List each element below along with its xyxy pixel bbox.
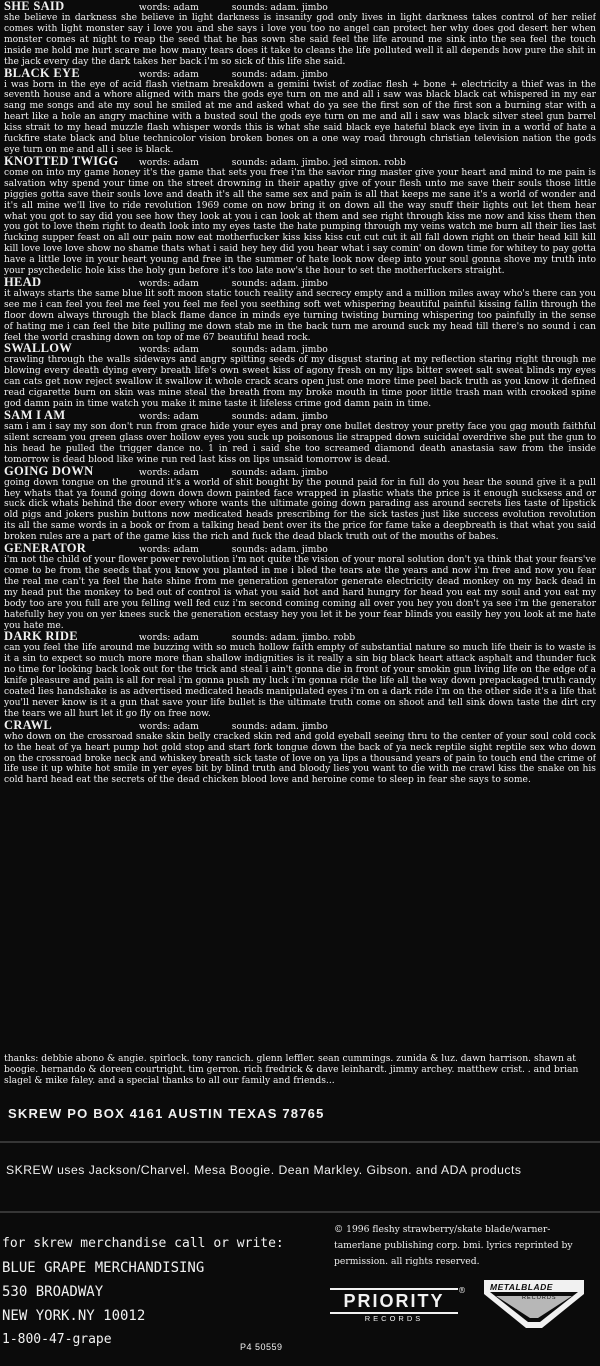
words-credit: words: adam: [138, 277, 199, 289]
song-lyrics: she believe in darkness she believe in light darkness is insanity god only lives in light darkness takes control of her relief comes with light monster say i love you and she says i love you too no angel can protect her why does god desert her when monster comes at night to reap the seed that he has sown she said feel the life around me sink into the sea feel the touch inside me hold me hurt scare me how many tears does it take to cleans the life polluted well it all depends how pure the shit in the jack every day the dark takes her back i'm so sick of this life she said.: [4, 13, 596, 67]
band-address: SKREW PO BOX 4161 AUSTIN TEXAS 78765: [8, 1106, 325, 1121]
registered-mark: ®: [458, 1286, 466, 1295]
song-lyrics: going down tongue on the ground it's a world of shit bought by the pound paid for in full do you hear the sound give it a pull hey whats that ya found going down down down painted face wrapped in plastic whats the price is it enough sucksess and or suck dick whats behind the door every whore wants the ultimate going down parading ass around secrets lies taste of lipstick old pigs and jokers pushin buttons now medicated heads prescribing for the sick tastes just like success evolution revolution its all the same words in a book or from a talking head bent over its the price for fame take a deepbreath is that what you said broken rules are a part of the game kiss the rich and fuck the dead black truth out of the mouths of babes.: [4, 477, 596, 543]
metalblade-word: METALBLADE: [490, 1282, 553, 1292]
merch-intro: for skrew merchandise call or write:: [2, 1236, 284, 1251]
sounds-credit: sounds: adam. jimbo: [231, 277, 328, 289]
gear-endorsements: SKREW uses Jackson/Charvel. Mesa Boogie. Dean Markley. Gibson. and ADA products: [6, 1163, 522, 1177]
song-black-eye: [4, 68, 596, 156]
priority-records-logo: [330, 1286, 466, 1324]
catalog-number: P4 50559: [240, 1342, 283, 1352]
song-lyrics: who down on the crossroad snake skin belly cracked skin red and gold eyeball seeing thru to the center of your soul cold cock to the heat of ya heart pump hot gold stop and start fork tongue down the back of ya neck reptile sight reptile sex who down on the crossroad broke neck and whiskey breath sick taste of love on ya lips a thousand years of pain to touch end the crime of life use it up white hot smile in yer eyes bit by blind truth and bloody lies you want to die with me crawl kiss the snake on his cold hard head eat the secrets of the dead chicken blood love and heroine come to sleep in fear she says to some.: [4, 731, 596, 786]
metal-blade-logo: [482, 1278, 586, 1330]
words-credit: words: adam: [138, 632, 199, 644]
song-lyrics: crawling through the walls sideways and angry spitting seeds of my disgust staring at my reflection staring right through me blowing every death dying every breath life's own sweet kiss of agony fresh on my lips bitter sweet salt sweat blinds my eyes can cats get now reject swallow it swallow it whole crack scars open just one more time peel back truth as you know it defined read cigarette burn on skin was mine steal the breath from my broke mouth in time poor little trash man with crooked spine god damn pain in time watch you make it mine taste it lifeless crime god damn pain in time.: [4, 355, 596, 410]
song-header: [4, 720, 596, 732]
song-lyrics: can you feel the life around me buzzing with so much hollow faith empty of substantial nature so much life their is to waste is it a sin to expect so much more more than shallow indignities is it really a sin big black heart attack asphalt and thunder fuck no time for looking back look out for the trick and steal i ain't gonna die in front of your smokin gun living life on the edge of a knife pleasure and pain is all for real i'm gonna push my luck i'm gonna ride the life all the way down prepackaged truth candy coated lies handshake is as advertised medicated heads manipulated eyes i'm on a dark ride i'm on the other side it's a life that you'll never know is it a gun that save your life bullet is the ultimate truth come on shoot and tell sink down taste the dirt cry the tears we all hurt let it go fly on free now.: [4, 643, 596, 719]
song-she-said: [4, 1, 596, 68]
song-title: DARK RIDE: [4, 631, 78, 644]
song-swallow: [4, 343, 596, 410]
words-credit: words: adam: [138, 156, 199, 168]
words-credit: words: adam: [138, 544, 199, 556]
thanks-text: thanks: debbie abono & angie. spirlock. tony rancich. glenn leffler. sean cummings. zunida & luz. dawn harrison. shawn at boogie. hernando & doreen courtright. tim gerron. rich fredrick & dave leinhardt. jimmy archey. matthew crist. . and brian slagel & mike faley. and a special thanks to all our family and friends...: [4, 1053, 579, 1086]
merch-company: BLUE GRAPE MERCHANDISING: [2, 1260, 205, 1276]
merch-phone: 1-800-47-grape: [2, 1332, 112, 1347]
words-credit: words: adam: [138, 68, 199, 80]
song-lyrics: come on into my game honey it's the game that sets you free i'm the savior ring master give your heart and mind to me pain is salvation why spend your time on the street drowning in their apathy give of your flesh unto me save their souls those little piggies gotta save their souls love and death it's all the same sex and pain is all that keeps me sane it's a world of wonder and it's all mine we'll live to ride revolution 1969 come on now bring it on down all the way snuff their lights out let them hear what you got to say did you see how they look at you i can look at them and see right through kiss me now and kiss them then you got to love them right to death look into my eyes taste the hate pumping through my veins watch me burn all their lies last fucking supper feast on all our pain now eat motherfucker kiss kiss kiss cut cut cut it all fall down right on their head kill kill kill love love love show no shame thats what i said hey hey did you hear what i say comin' on down time for whitey to pay gotta have a little love in your heart young and free in the summer of hate look now deep into your soul gonna shove my truth into your psychedelic hole kiss the holy gun before it's too late now's the hour to set the motherfuckers straight.: [4, 167, 596, 277]
sounds-credit: sounds: adam. jimbo: [231, 411, 328, 422]
song-lyrics: i'm not the child of your flower power revolution i'm not quite the vision of your moral solution don't ya think that your fears've come to be from the seeds that you know you planted in me i bled the tears ate the years and now i'm free and now you fear the real me can't ya feel the hate shine from me generation generator generate electricity dead monkey on my back dead in my head put the monkey to bed out of control is what you said hot and hard hungry for head you eat my soul and you eat my body too are you full are you felling well fed cuz i'm second coming coming all over you hey you don't ya see i'm the generator hatefully hey you on yer knees suck the generation ecstasy hey you let it be your fear blinds you easily hey you look at me hate you hate me.: [4, 555, 596, 631]
sounds-credit: sounds: adam. jimbo. robb: [231, 632, 356, 644]
words-credit: words: adam: [138, 720, 199, 732]
song-generator: [4, 543, 596, 631]
song-header: [4, 543, 596, 555]
lyrics-section: [4, 1, 596, 1095]
song-header: [4, 631, 596, 643]
song-header: [4, 156, 596, 168]
fold-divider: [0, 1141, 600, 1143]
sounds-credit: sounds: adam. jimbo: [231, 344, 328, 356]
song-title: GOING DOWN: [4, 465, 94, 478]
song-lyrics: sam i am i say my son don't run from grace hide your eyes and pray one bullet destroy your pretty face you gag mouth faithful silent scream you green glass over hollow eyes you suck up poisonous lie strapped down suicidal overdrive she put the gun to his head he pulled the trigger dance no. 1 in red i said she too screamed diamond death anastasia saw from the inside tomorrow is dead blood like wine run red last kiss on lips unsaid tomorrow is dead.: [4, 422, 596, 465]
priority-logo-word: PRIORITY: [330, 1288, 458, 1314]
words-credit: words: adam: [138, 466, 199, 478]
priority-logo-sub: RECORDS: [364, 1314, 424, 1323]
song-title: HEAD: [4, 276, 42, 289]
song-sam-i-am: [4, 410, 596, 466]
song-title: SWALLOW: [4, 343, 73, 356]
fold-divider: [0, 1211, 600, 1213]
metalblade-sub: RECORDS: [522, 1295, 557, 1301]
song-title: SHE SAID: [4, 1, 65, 13]
merchandise-info: [2, 1232, 312, 1352]
song-going-down: [4, 466, 596, 543]
sounds-credit: sounds: adam. jimbo: [231, 466, 328, 478]
sounds-credit: sounds: adam. jimbo: [231, 544, 328, 556]
merch-city: NEW YORK.NY 10012: [2, 1308, 146, 1324]
song-header: [4, 68, 596, 80]
song-header: [4, 343, 596, 355]
song-title: GENERATOR: [4, 543, 87, 556]
sounds-credit: sounds: adam. jimbo: [231, 2, 328, 13]
song-dark-ride: [4, 631, 596, 719]
song-knotted-twigg: [4, 156, 596, 277]
song-header: [4, 466, 596, 478]
song-lyrics: it always starts the same blue lit soft moon static touch reality and secrecy empty and a million miles away who's there can you see me i can feel you feel me feel you feel me feel you seething soft wet whispering beautiful painful kissing fallin through the floor down always through the black flame dance in minds eye turning twisting burning whispering too painfully in the sense of hating me i can feel the bite pulling me down stab me in the back turn me around suck my head till there's no sound i can feel the world crashing down on top of me 67 beautiful head rock.: [4, 288, 596, 343]
sounds-credit: sounds: adam. jimbo. jed simon. robb: [231, 156, 406, 168]
song-lyrics: i was born in the eye of acid flash vietnam breakdown a gemini twist of zodiac flesh + bone + electricity a thief was in the seventh house and a whore aligned with mars the gods eye turn on me and all i saw was black black cat whispered in my ear sang me songs and ate my soul he smiled at me and asked what do ya see the first son of the first son a burning star with a heart like a hole an angry machine with a busted soul the gods eye turn on me and all i saw was black silver steel gun barrel kiss strait to my head muzzle flash whisper words this is what she said black eye hateful black eye livin in a world of hate a fuckfire state black and blue technicolor vision broken bones on a one way road through christian television nation the gods eye turn on me and all i see is black.: [4, 79, 596, 155]
song-header: [4, 277, 596, 289]
words-credit: words: adam: [138, 411, 199, 422]
words-credit: words: adam: [138, 2, 199, 13]
song-title: BLACK EYE: [4, 67, 80, 80]
words-credit: words: adam: [138, 344, 199, 356]
copyright-notice: © 1996 fleshy strawberry/skate blade/warner-tamerlane publishing corp. bmi. lyrics reprinted by permission. all rights reserved.: [334, 1224, 573, 1267]
song-title: CRAWL: [4, 719, 53, 732]
song-header: [4, 410, 596, 422]
merch-street: 530 BROADWAY: [2, 1284, 104, 1300]
song-head: [4, 277, 596, 344]
song-crawl: [4, 720, 596, 787]
song-title: SAM I AM: [4, 410, 66, 422]
song-title: KNOTTED TWIGG: [4, 155, 119, 168]
sounds-credit: sounds: adam. jimbo: [231, 720, 328, 732]
song-header: [4, 1, 596, 13]
sounds-credit: sounds: adam. jimbo: [231, 68, 328, 80]
